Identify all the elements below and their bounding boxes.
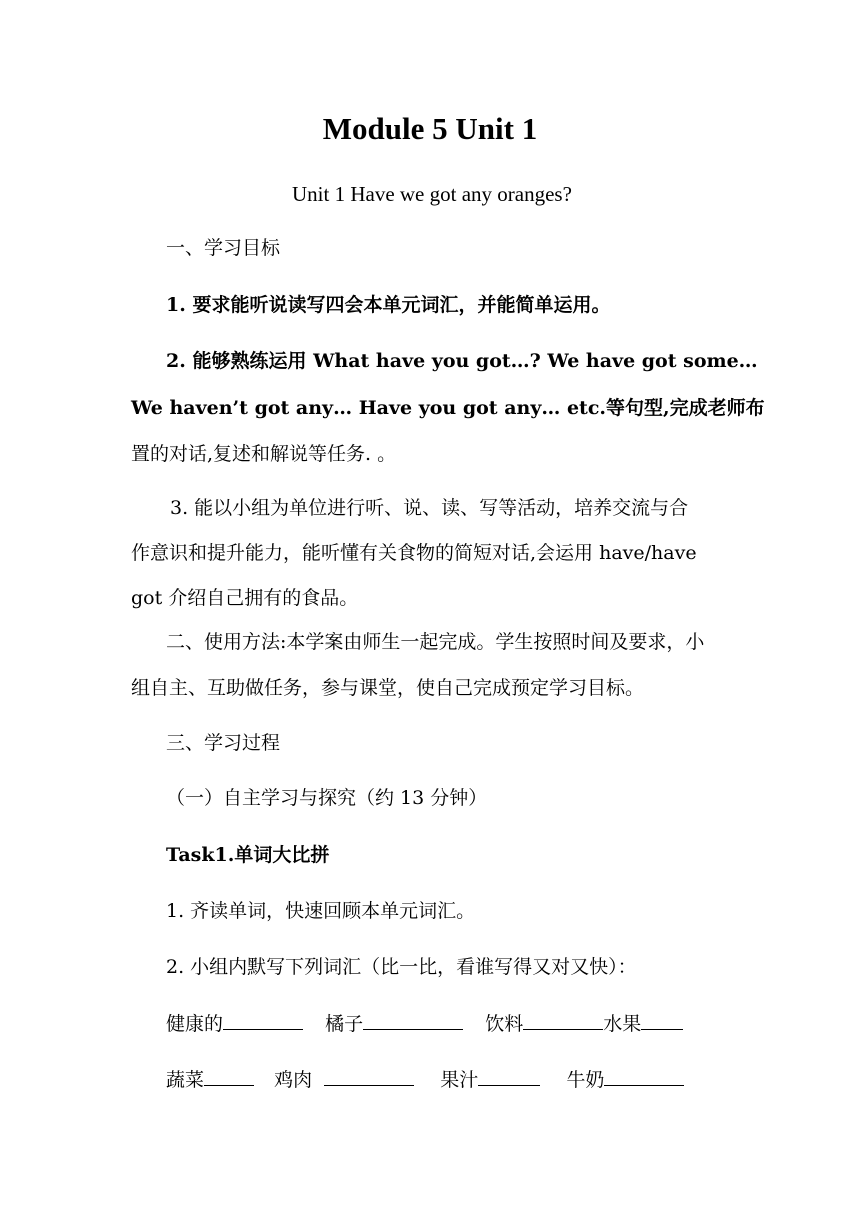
objective-item-2-line-2: We haven’t got any… Have you got any… etc.等句型,完成老师布 <box>131 397 765 419</box>
objective-item-2-line-3: 置的对话,复述和解说等任务. 。 <box>131 443 397 465</box>
blank-line <box>223 1011 303 1030</box>
usage-method-line-2: 组自主、互助做任务，参与课堂，使自己完成预定学习目标。 <box>131 677 645 699</box>
blank-line <box>204 1067 254 1086</box>
usage-method-line-1: 二、使用方法:本学案由师生一起完成。学生按照时间及要求，小 <box>166 631 705 653</box>
section3-heading: 三、学习过程 <box>166 732 281 754</box>
document-title: Module 5 Unit 1 <box>322 111 538 146</box>
blank-line <box>324 1067 414 1086</box>
vocab-word-juice: 果汁 <box>440 1069 479 1091</box>
vocab-word-vegetable: 蔬菜 <box>166 1069 205 1091</box>
objective-item-2-line-1: 2. 能够熟练运用 What have you got…? We have got some… <box>166 350 758 372</box>
section1-heading: 一、学习目标 <box>166 237 281 259</box>
blank-line <box>478 1067 540 1086</box>
task-step-1: 1. 齐读单词，快速回顾本单元词汇。 <box>166 900 476 922</box>
vocab-word-chicken: 鸡肉 <box>274 1069 313 1091</box>
blank-line <box>604 1067 684 1086</box>
objective-item-1: 1. 要求能听说读写四会本单元词汇，并能简单运用。 <box>166 294 611 316</box>
document-subtitle: Unit 1 Have we got any oranges? <box>292 182 572 206</box>
vocab-word-orange: 橘子 <box>325 1013 364 1035</box>
objective-item-3-line-2: 作意识和提升能力，能听懂有关食物的简短对话,会运用 have/have <box>131 542 697 564</box>
blank-line <box>363 1011 463 1030</box>
blank-line <box>523 1011 603 1030</box>
vocab-word-drink: 饮料 <box>485 1013 524 1035</box>
vocabulary-row-2 <box>166 1067 684 1092</box>
self-study-subheading: （一）自主学习与探究（约 13 分钟） <box>166 787 488 809</box>
vocab-word-milk: 牛奶 <box>566 1069 605 1091</box>
task1-title: Task1.单词大比拼 <box>166 844 330 866</box>
vocab-word-fruit: 水果 <box>603 1013 642 1035</box>
blank-line <box>641 1011 683 1030</box>
objective-item-3-line-3: got 介绍自己拥有的食品。 <box>131 587 359 609</box>
vocab-word-healthy: 健康的 <box>166 1013 224 1035</box>
objective-item-3-line-1: 3. 能以小组为单位进行听、说、读、写等活动，培养交流与合 <box>170 497 689 519</box>
vocabulary-row-1 <box>166 1011 683 1036</box>
task-step-2: 2. 小组内默写下列词汇（比一比，看谁写得又对又快）： <box>166 956 637 978</box>
